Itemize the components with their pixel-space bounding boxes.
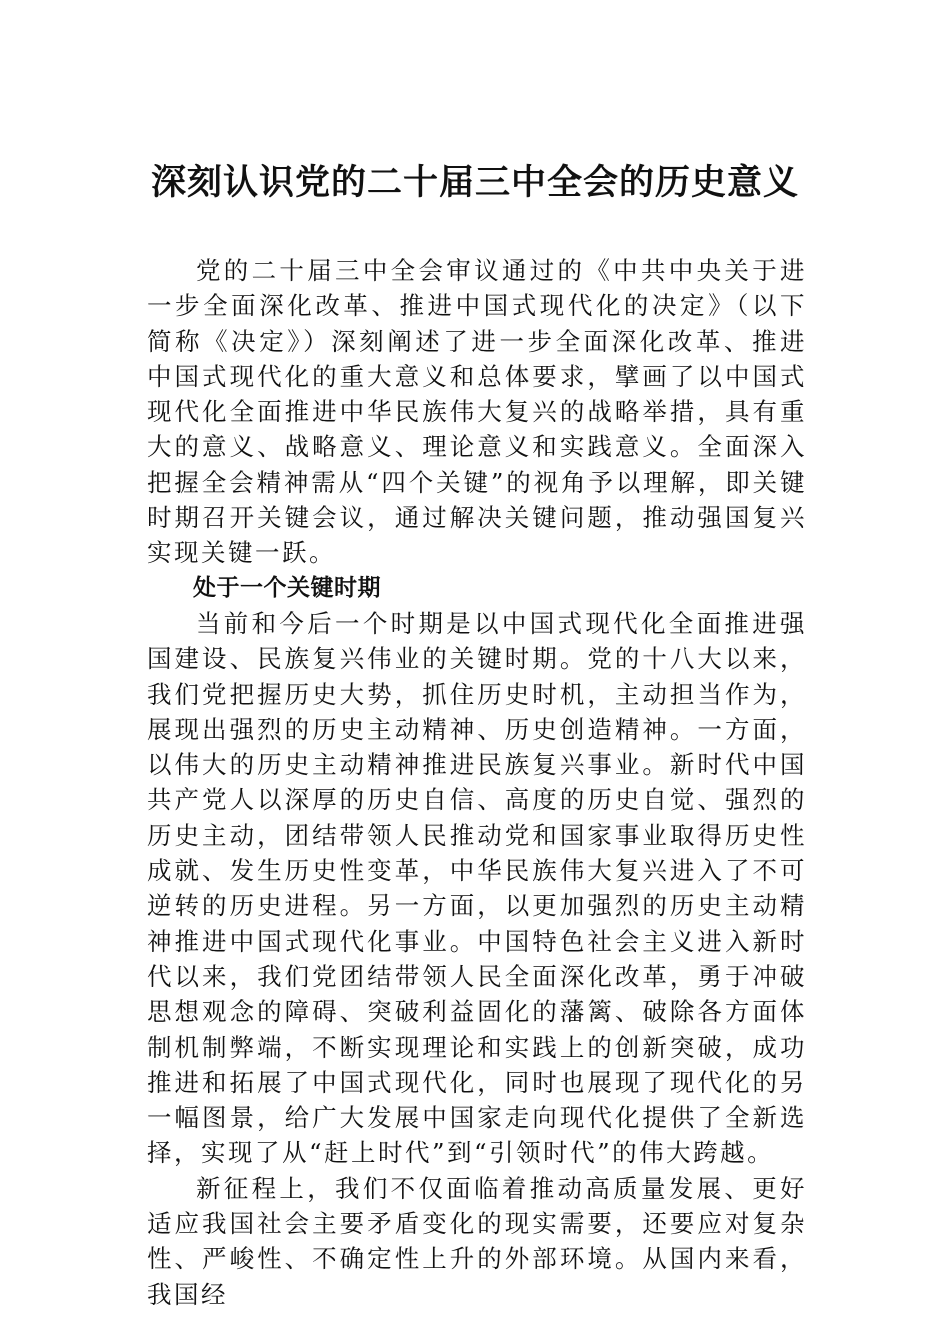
document-title: 深刻认识党的二十届三中全会的历史意义	[150, 162, 799, 203]
document-body	[147, 253, 807, 1312]
paragraph-new-journey: 新征程上，我们不仅面临着推动高质量发展、更好适应我国社会主要矛盾变化的现实需要，还要应对复杂性、严峻性、不确定性上升的外部环境。从国内来看，我国经	[147, 1173, 807, 1309]
paragraph-key-period: 当前和今后一个时期是以中国式现代化全面推进强国建设、民族复兴伟业的关键时期。党的十八大以来，我们党把握历史大势，抓住历史时机，主动担当作为，展现出强烈的历史主动精神、历史创造精神。一方面，以伟大的历史主动精神推进民族复兴事业。新时代中国共产党人以深厚的历史自信、高度的历史自觉、强烈的历史主动，团结带领人民推动党和国家事业取得历史性成就、发生历史性变革，中华民族伟大复兴进入了不可逆转的历史进程。另一方面，以更加强烈的历史主动精神推进中国式现代化事业。中国特色社会主义进入新时代以来，我们党团结带领人民全面深化改革，勇于冲破思想观念的障碍、突破利益固化的藩篱、破除各方面体制机制弊端，不断实现理论和实践上的创新突破，成功推进和拓展了中国式现代化，同时也展现了现代化的另一幅图景，给广大发展中国家走向现代化提供了全新选择，实现了从“赶上时代”到“引领时代”的伟大跨越。	[147, 608, 807, 1168]
paragraph-intro: 党的二十届三中全会审议通过的《中共中央关于进一步全面深化改革、推进中国式现代化的决定》（以下简称《决定》）深刻阐述了进一步全面深化改革、推进中国式现代化的重大意义和总体要求，擘画了以中国式现代化全面推进中华民族伟大复兴的战略举措，具有重大的意义、战略意义、理论意义和实践意义。全面深入把握全会精神需从“四个关键”的视角予以理解，即关键时期召开关键会议，通过解决关键问题，推动强国复兴实现关键一跃。	[147, 256, 807, 568]
section-heading: 处于一个关键时期	[193, 574, 381, 601]
